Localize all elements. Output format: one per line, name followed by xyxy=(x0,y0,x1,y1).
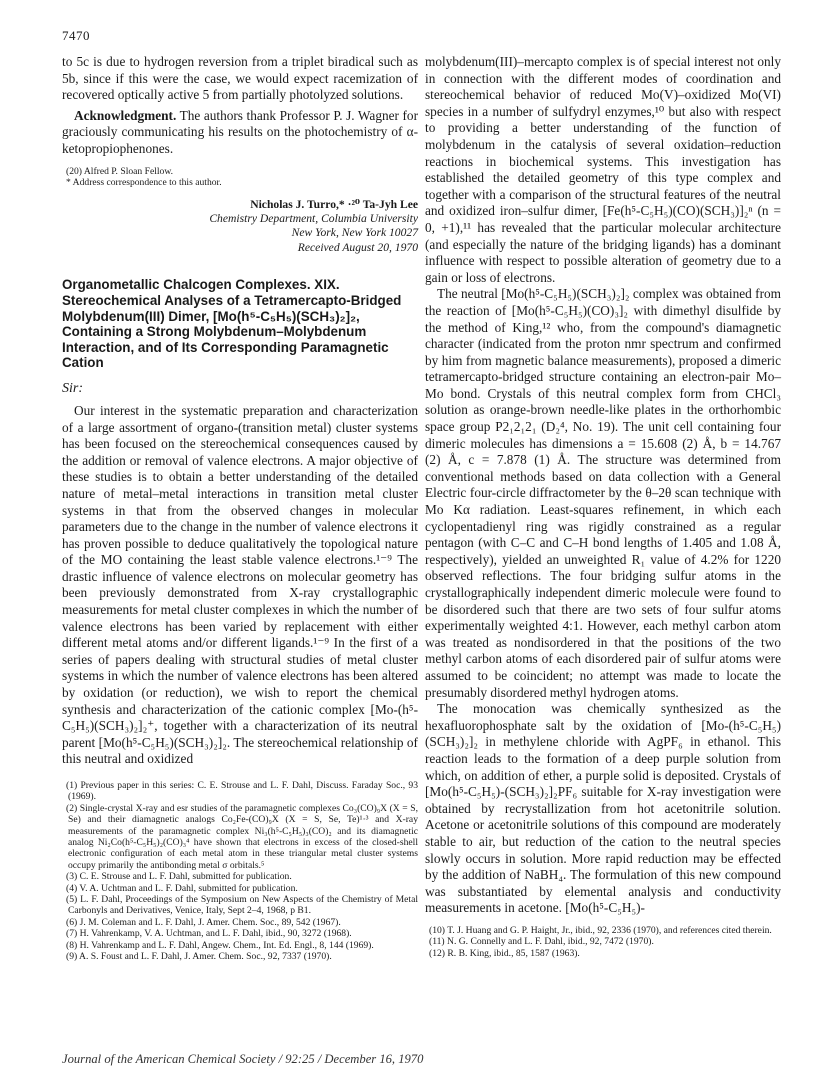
author-block xyxy=(62,198,418,255)
reference: (4) V. A. Uchtman and L. F. Dahl, submitted for publication. xyxy=(66,882,298,894)
reference: (9) A. S. Foust and L. F. Dahl, J. Amer. Chem. Soc., 92, 7337 (1970). xyxy=(66,951,332,963)
affiliation-line: New York, New York 10027 xyxy=(291,226,418,240)
acknowledgment xyxy=(62,108,418,158)
journal-footer: Journal of the American Chemical Society / 92:25 / December 16, 1970 xyxy=(62,1052,424,1066)
right-paragraph-3: The monocation was chemically synthesized as the hexafluorophosphate salt by the oxidation of [Mo-(h⁵-C₅H₅)(SCH₃)₂]₂ in methylene chloride with AgPF₆ in ethanol. This reaction leads to the formation of a deep purple solution from which, on addition of ether, a purple solid is deposited. Crystals of [Mo(h⁵-C₅H₅)-(SCH₃)₂]₂PF₆ suitable for X-ray investigation were obtained by recrystallization from hot acetonitrile solution. Acetone or acetonitrile solutions of this compound are moderately stable to air, but reduction of the cation to the neutral species slowly occurs in solution. More rapid reduction may be effected by the addition of NaBH₄. The formulation of this new compound was substantiated by elemental analysis and conductivity measurements in acetone. [Mo(h⁵-C₅H₅)- xyxy=(425,701,781,916)
reference: (12) R. B. King, ibid., 85, 1587 (1963). xyxy=(429,947,580,959)
ack-heading: Acknowledgment. xyxy=(74,107,177,123)
page-number: 7470 xyxy=(62,28,90,43)
author-footnotes xyxy=(62,166,418,189)
reference: (5) L. F. Dahl, Proceedings of the Symposium on New Aspects of the Chemistry of Metal Carbonyls and Derivatives, Venice, Italy, Sept 2–4, 1968, p B1. xyxy=(66,894,418,917)
reference: (3) C. E. Strouse and L. F. Dahl, submitted for publication. xyxy=(66,871,292,883)
affiliation-line: Chemistry Department, Columbia University xyxy=(209,212,418,226)
reference: (1) Previous paper in this series: C. E. Strouse and L. F. Dahl, Discuss. Faraday Soc., 93 (1969). xyxy=(66,780,418,803)
left-column xyxy=(62,54,418,963)
salutation: Sir: xyxy=(62,380,83,396)
reference: (2) Single-crystal X-ray and esr studies of the paramagnetic complexes Co₃(CO)₉X (X = S, Se) and their diamagnetic analogs Co₂Fe-(CO)₉X (X = S, Se, Te)¹·³ and X-ray measurements of the paramagnetic complex Ni₃(h⁵-C₅H₅)₃(CO)₂ and its diamagnetic analog Ni₂Co(h⁵-C₅H₅)₂(CO)₃⁴ have shown that electrons in excess of the closed-shell electronic configuration of each metal atom in these triangular metal cluster systems occupy primarily the antibonding metal σ orbitals.⁵ xyxy=(66,802,418,871)
right-column xyxy=(425,54,781,959)
article-title: Organometallic Chalcogen Complexes. XIX. Stereochemical Analyses of a Tetramercapto-Bridged Molybdenum(III) Dimer, [Mo(h⁵-C₅H₅)(SCH₃)₂]₂, Containing a Strong Molybdenum–Molybdenum Interaction, and of Its Corresponding Paramagnetic Cation xyxy=(62,277,402,371)
reference: (6) J. M. Coleman and L. F. Dahl, J. Amer. Chem. Soc., 89, 542 (1967). xyxy=(66,916,341,928)
footnote: (20) Alfred P. Sloan Fellow. xyxy=(66,165,174,177)
received-date: Received August 20, 1970 xyxy=(297,241,418,255)
main-paragraph: Our interest in the systematic preparation and characterization of a large assortment of organo-(transition metal) cluster systems has been focused on the stereochemical consequences caused by the addition or removal of valence electrons. A major objective of these studies is to obtain a better understanding of the detailed nature of metal–metal interactions in transition metal cluster systems in that from the observed changes in molecular parameters due to the change in the number of valence electrons it has proven possible to deduce qualitatively the topological nature of the MO containing the least stable valence electrons.¹⁻⁹ The drastic influence of valence electrons on molecular geometry has been previously demonstrated from X-ray crystallographic measurements for metal cluster complexes in which the number of valence electrons has been varied by replacement with either different metal atoms and/or different ligands.¹⁻⁹ In the first of a series of papers dealing with structural studies of metal cluster systems in which the number of valence electrons has been altered by oxidation (or reduction), we wish to report the chemical synthesis and characterization of the cationic complex [Mo-(h⁵-C₅H₅)(SCH₃)₂]₂⁺, together with a characterization of its neutral parent [Mo(h⁵-C₅H₅)(SCH₃)₂]₂. The stereochemical relationship of this neutral and oxidized xyxy=(62,402,418,767)
authors: Nicholas J. Turro,* ·²⁰ Ta-Jyh Lee xyxy=(250,198,418,212)
right-paragraph-2: The neutral [Mo(h⁵-C₅H₅)(SCH₃)₂]₂ complex was obtained from the reaction of [Mo(h⁵-C₅H₅)(CO)₃]₂ with dimethyl disulfide by the method of King,¹² who, from the compound's diamagnetic character (indicated from the proton nmr spectrum and confirmed by him from magnetic balance measurements), proposed a dimeric tetramercapto-bridged structure containing an electron-pair Mo–Mo bond. Crystals of this neutral complex form from CHCl₃ solution as orange-brown needle-like plates in the orthorhombic space group P2₁2₁2₁ (D₂⁴, No. 19). The unit cell containing four dimeric molecules has dimensions a = 15.608 (2) Å, b = 14.767 (2) Å, c = 7.878 (1) Å. The structure was determined from conventional methods based on data collection with a General Electric four-circle diffractometer by the θ–2θ scan technique with Mo Kα radiation. Least-squares refinement, in which each cyclopentadienyl ring was rigidly constrained as a regular pentagon (with C–C and C–H bond lengths of 1.405 and 1.08 Å, respectively), yielded an unweighted R₁ value of 4.2% for 1220 observed reflections. The four bridging sulfur atoms in the crystallographically independent dimeric molecule were found to be disordered such that there are two sets of four sulfur atoms experimentally weighted 4:1. However, each methyl carbon atom was treated as nondisordered in that the positions of the two methyl carbon atoms of each disordered pair of sulfur atoms were assumed to be coincident; no attempt was made to locate the presumably disordered methyl hydrogen atoms. xyxy=(425,286,781,700)
reference: (7) H. Vahrenkamp, V. A. Uchtman, and L. F. Dahl, ibid., 90, 3272 (1968). xyxy=(66,928,352,940)
references-right xyxy=(425,925,781,959)
reference: (8) H. Vahrenkamp and L. F. Dahl, Angew. Chem., Int. Ed. Engl., 8, 144 (1969). xyxy=(66,939,374,951)
intro-paragraph: to 5c is due to hydrogen reversion from a triplet biradical such as 5b, since if this were the case, we would expect racemization of recovered optically active 5 from partially photolyzed solutions. xyxy=(62,54,418,103)
ack-text: The authors thank Professor P. J. Wagner for graciously communicating his results on the photochemistry of α-ketopropiophenones. xyxy=(62,107,418,156)
footnote: * Address correspondence to this author. xyxy=(66,176,222,188)
references-left xyxy=(62,780,418,963)
reference: (10) T. J. Huang and G. P. Haight, Jr., ibid., 92, 2336 (1970), and references cited therein. xyxy=(429,924,772,936)
right-paragraph-1: molybdenum(III)–mercapto complex is of special interest not only in connection with the different modes of coordination and stereochemical behavior of reduced Mo(V)–oxidized Mo(VI) species in a number of sulfydryl enzymes,¹⁰ but also with respect to providing a better understanding of the function of molybdenum in the catalysis of several oxidation–reduction reactions in biochemical systems. This investigation has established the detailed geometry of this type complex and together with a comparison of the structural features of the neutral and oxidized iron–sulfur dimer, [Fe(h⁵-C₅H₅)(CO)(SCH₃)]₂ⁿ (n = 0, +1),¹¹ has revealed that the particular molecular architecture (and especially the nature of the bridging ligands) has a dominant influence with respect to possible alteration of geometry due to a gain or loss of electrons. xyxy=(425,54,781,285)
reference: (11) N. G. Connelly and L. F. Dahl, ibid., 92, 7472 (1970). xyxy=(429,936,654,948)
